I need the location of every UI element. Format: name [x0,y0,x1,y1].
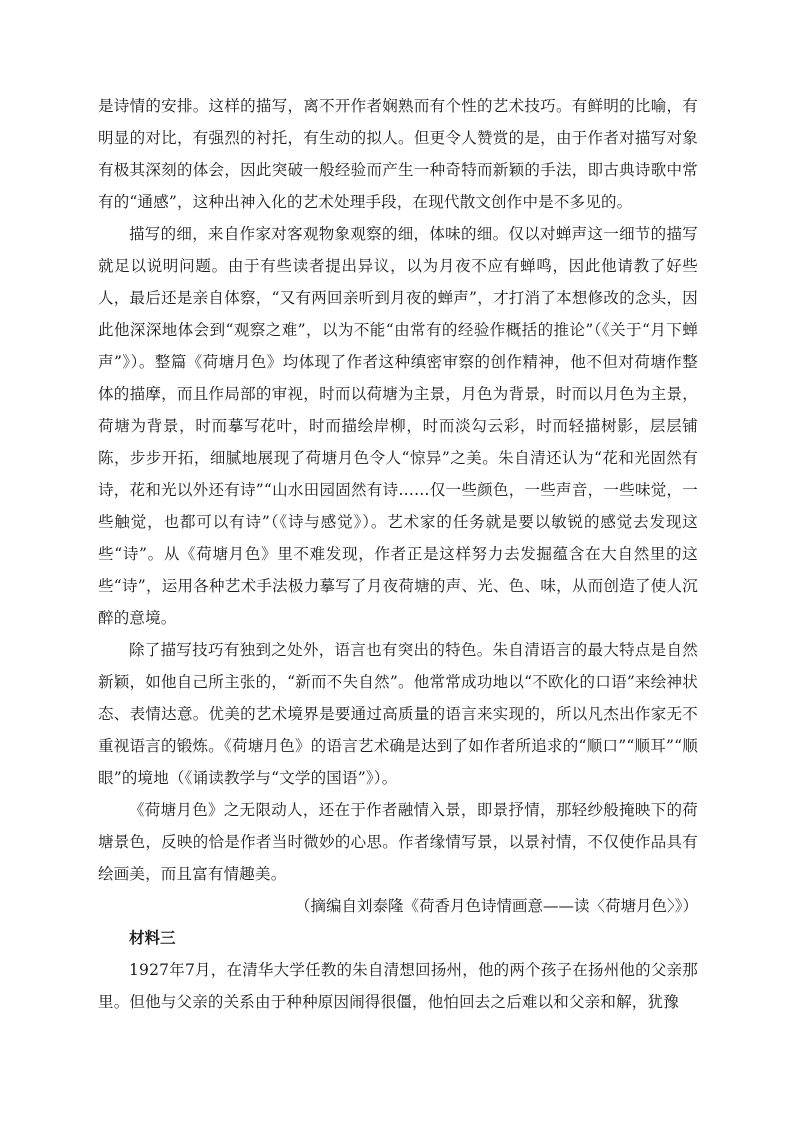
section-heading: 材料三 [129,928,176,947]
document-page [98,90,698,1018]
paragraph-1: 是诗情的安排。这样的描写，离不开作者娴熟而有个性的艺术技巧。有鲜明的比喻，有明显的对比，有强烈的衬托，有生动的拟人。但更令人赞赏的是，由于作者对描写对象有极其深刻的体会，因此突破一般经验而产生一种奇特而新颖的手法，即古典诗歌中常有的“通感”，这种出神入化的艺术处理手段，在现代散文创作中是不多见的。 [98,97,698,211]
section-paragraph: 1927年7月，在清华大学任教的朱自清想回扬州，他的两个孩子在扬州他的父亲那里。但他与父亲的关系由于种种原因闹得很僵，他怕回去之后难以和父亲和解，犹豫 [98,961,698,1011]
source-citation: （摘编自刘泰隆《荷香月色诗情画意——读〈荷塘月色〉》） [294,897,698,915]
paragraph-3: 除了描写技巧有独到之处外，语言也有突出的特色。朱自清语言的最大特点是自然新颖，如他自己所主张的，“新而不失自然”。他常常成功地以“不欧化的口语”来绘神状态、表情达意。优美的艺术境界是要通过高质量的语言来实现的，所以凡杰出作家无不重视语言的锻炼。《荷塘月色》的语言艺术确是达到了如作者所追求的“顺口”“顺耳”“顺眼”的境地（《诵读教学与“文学的国语”》）。 [98,641,698,787]
paragraph-4: 《荷塘月色》之无限动人，还在于作者融情入景，即景抒情，那轻纱般掩映下的荷塘景色，反映的恰是作者当时微妙的心思。作者缘情写景，以景衬情，不仅使作品具有绘画美，而且富有情趣美。 [98,801,698,883]
paragraph-2: 描写的细，来自作家对客观物象观察的细，体味的细。仅以对蝉声这一细节的描写就足以说明问题。由于有些读者提出异议，以为月夜不应有蝉鸣，因此他请教了好些人，最后还是亲自体察，“又有两回亲听到月夜的蝉声”，才打消了本想修改的念头，因此他深深地体会到“观察之难”，以为不能“由常有的经验作概括的推论”（《关于“月下蝉声”》）。整篇《荷塘月色》均体现了作者这种缜密审察的创作精神，他不但对荷塘作整体的描摩，而且作局部的审视，时而以荷塘为主景，月色为背景，时而以月色为主景，荷塘为背景，时而摹写花叶，时而描绘岸柳，时而淡勾云彩，时而轻描树影，层层铺陈，步步开拓，细腻地展现了荷塘月色令人“惊异”之美。朱自清还认为“花和光固然有诗，花和光以外还有诗”“山水田园固然有诗……仅一些颜色，一些声音，一些味觉，一些触觉，也都可以有诗”（《诗与感觉》）。艺术家的任务就是要以敏锐的感觉去发现这些“诗”。从《荷塘月色》里不难发现，作者正是这样努力去发掘蕴含在大自然里的这些“诗”，运用各种艺术手法极力摹写了月夜荷塘的声、光、色、味，从而创造了使人沉醉的意境。 [98,225,698,627]
